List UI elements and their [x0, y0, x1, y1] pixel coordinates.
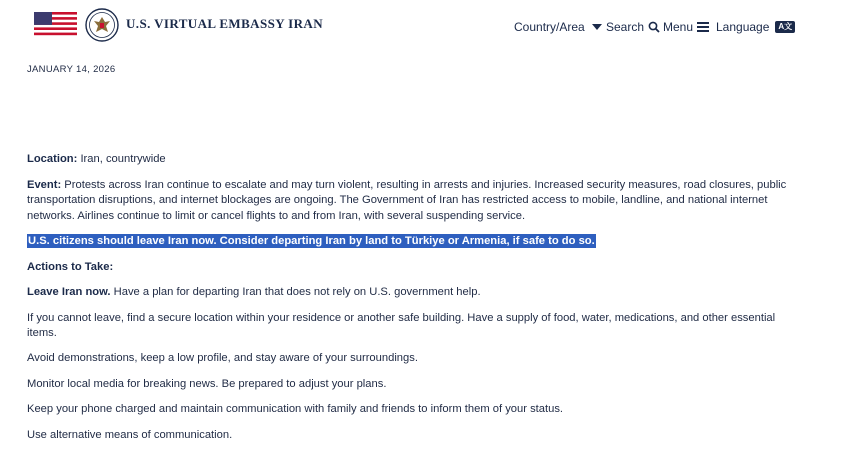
- leave-advisory: [27, 234, 596, 249]
- search-icon: [648, 21, 660, 33]
- actions-heading-text: Actions to Take:: [27, 261, 114, 273]
- site-title[interactable]: U.S. VIRTUAL EMBASSY IRAN: [126, 16, 324, 31]
- language-button[interactable]: [716, 19, 795, 35]
- actions-heading: [27, 260, 113, 275]
- language-icon: A文: [775, 21, 795, 33]
- search-button[interactable]: [606, 19, 660, 35]
- phone-paragraph: Keep your phone charged and maintain communication with family and friends to inform them of your status.: [27, 403, 564, 415]
- location-value: Iran, countrywide: [77, 153, 166, 165]
- leave-text: Have a plan for departing Iran that does not rely on U.S. government help.: [110, 286, 481, 298]
- location-label: Location:: [27, 153, 78, 165]
- country-area-menu[interactable]: [514, 19, 602, 35]
- alternative-paragraph: Use alternative means of communication.: [27, 429, 233, 441]
- chevron-down-icon: [592, 24, 602, 30]
- article-date: JANUARY 14, 2026: [27, 64, 116, 75]
- cannot-leave-paragraph: If you cannot leave, find a secure location within your residence or another safe building. Have a supply of food, water, medications, and other essential items.: [27, 312, 776, 340]
- search-label: Search: [606, 20, 645, 34]
- event-label: Event:: [27, 179, 62, 191]
- language-label: Language: [716, 20, 770, 34]
- us-flag-icon[interactable]: [34, 12, 77, 36]
- embassy-seal-icon[interactable]: [85, 8, 119, 42]
- menu-label: Menu: [663, 20, 694, 34]
- monitor-paragraph: Monitor local media for breaking news. Be prepared to adjust your plans.: [27, 378, 387, 390]
- selected-advisory-text[interactable]: U.S. citizens should leave Iran now. Consider departing Iran by land to Türkiye or Armenia, if safe to do so.: [28, 235, 595, 247]
- event-paragraph: [27, 178, 797, 224]
- leave-label: Leave Iran now.: [27, 286, 111, 298]
- menu-icon: [697, 22, 709, 32]
- country-area-label: Country/Area: [514, 20, 585, 34]
- site-header: [0, 0, 853, 52]
- location-line: [27, 152, 166, 167]
- menu-button[interactable]: [663, 19, 709, 35]
- leave-paragraph: [27, 285, 481, 300]
- event-text: Protests across Iran continue to escalate and may turn violent, resulting in arrests and injuries. Increased security measures, road closures, public transportation disruptions, and internet blockages are ongoing. The Government of Iran has restricted access to mobile, landline, and national internet networks. Airlines continue to limit or cancel flights to and from Iran, with several suspending service.: [27, 179, 787, 222]
- avoid-paragraph: Avoid demonstrations, keep a low profile, and stay aware of your surroundings.: [27, 352, 418, 364]
